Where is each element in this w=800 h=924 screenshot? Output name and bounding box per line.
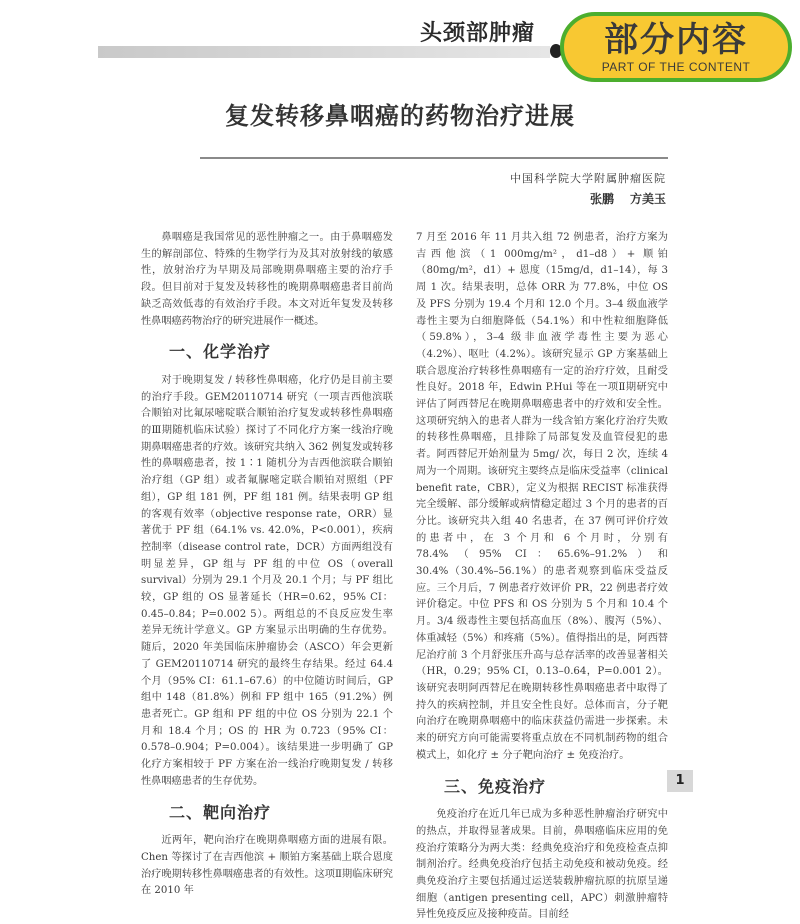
authors	[590, 190, 666, 207]
immunotherapy-paragraph: 免疫治疗在近几年已成为多种恶性肿瘤治疗研究中的热点，并取得显著成果。目前，鼻咽癌临床应用的免疫治疗策略分为两大类：经典免疫治疗和免疫检查点抑制剂治疗。经典免疫治疗包括主动免疫和被动免疫。经典免疫治疗主要包括通过运送装载肿瘤抗原的抗原呈递细胞（antigen presenting cell，APC）刺激肿瘤特异性免疫反应及接种疫苗。目前经	[416, 809, 668, 921]
chemotherapy-paragraph: 对于晚期复发 / 转移性鼻咽癌，化疗仍是目前主要的治疗手段。GEM20110714 研究（一项吉西他滨联合顺铂对比氟尿嘧啶联合顺铂治疗复发或转移性鼻咽癌的Ⅲ期随机临床试验）探讨了不同化疗方案一线治疗晚期鼻咽癌患者的疗效。该研究共纳入 362 例复发或转移性的鼻咽癌患者，按 1∶1 随机分为吉西他滨联合顺铂治疗组（GP 组）或者氟脲嘧定联合顺铂对照组（PF 组），GP 组 181 例，PF 组 181 例。结果表明 GP 组的客观有效率（objective response rate，ORR）显著优于 PF 组（64.1% vs. 42.0%，P<0.001），疾病控制率（disease control rate，DCR）方面两组没有明显差异，GP 组与 PF 组的中位 OS（overall survival）分别为 29.1 个月及 20.1 个月；与 PF 组比较，GP 组的 OS 显著延长（HR=0.62，95% CI：0.45–0.84；P=0.002 5）。两组总的不良反应发生率差异无统计学意义。GP 方案显示出明确的生存优势。随后，2020 年美国临床肿瘤协会（ASCO）年会更新了 GEM20110714 研究的最终生存结果。经过 64.4 个月（95% CI：61.1–67.6）的中位随访时间后，GP 组中 148（81.8%）例和 FP 组中 165（91.2%）例患者死亡。GP 组和 PF 组的中位 OS 分别为 22.1 个月和 18.4 个月；OS 的 HR 为 0.723（95% CI：0.578–0.904；P=0.004）。该结果进一步明确了 GP 化疗方案相较于 PF 方案在治一线治疗晚期复发 / 转移性鼻咽癌患者的生存优势。	[141, 374, 393, 787]
section-tag: 头颈部肿瘤	[420, 21, 536, 46]
badge-title-cn: 部分内容	[604, 20, 748, 60]
right-column	[416, 230, 668, 924]
targeted-paragraph-continued: 7 月至 2016 年 11 月共入组 72 例患者，治疗方案为吉西他滨（1 000mg/m²，d1–d8）+ 顺铂（80mg/m²，d1）+ 恩度（15mg/d，d1–14），每 3 周 1 次。结果表明，总体 ORR 为 77.8%，中位 OS 及 PFS 分别为 19.4 个月和 12.0 个月。3–4 级血液学毒性主要为白细胞降低（54.1%）和中性粒细胞降低（59.8%），3–4 级非血液学毒性主要为恶心（4.2%）、呕吐（4.2%）。该研究显示 GP 方案基础上联合恩度治疗转移性鼻咽癌有一定的治疗疗效，且耐受性良好。2018 年，Edwin P.Hui 等在一项Ⅱ期研究中评估了阿西替尼在晚期鼻咽癌患者中的疗效和安全性。这项研究纳入的患者人群为一线含铂方案化疗治疗失败的转移性鼻咽癌，且排除了局部复发及血管侵犯的患者。阿西替尼开始剂量为 5mg/ 次，每日 2 次，连续 4 周为一个周期。该研究主要终点是临床受益率（clinical benefit rate，CBR），定义为根据 RECIST 标准获得完全缓解、部分缓解或病情稳定超过 3 个月的患者的百分比。该研究共入组 40 名患者，在 37 例可评价疗效的患者中，在 3 个月和 6 个月时，分别有 78.4%（95% CI：65.6%–91.2%）和 30.4%（30.4%–56.1%）的患者观察到临床受益反应。三个月后，7 例患者疗效评价 PR，22 例患者疗效评价稳定。中位 PFS 和 OS 分别为 5 个月和 10.4 个月。3/4 级毒性主要包括高血压（8%）、腹泻（5%）、体重减轻（5%）和疼痛（5%）。值得指出的是，阿西替尼治疗前 3 个月舒张压升高与总存活率的改善显著相关（HR，0.29；95% CI，0.13–0.64，P=0.001 2）。该研究表明阿西替尼在晚期转移性鼻咽癌患者中取得了持久的疾病控制，并且安全性良好。总体而言，分子靶向治疗在晚期鼻咽癌中的临床获益仍需进一步探索。未来的研究方向可能需要将重点放在不同机制药物的组合模式上，如化疗 ± 分子靶向治疗 ± 免疫治疗。	[416, 232, 668, 761]
page-number: 1	[667, 770, 693, 792]
section-heading-chemotherapy: 一、化学治疗	[169, 342, 272, 362]
title-divider	[200, 157, 668, 159]
header-gray-bar	[98, 46, 550, 58]
author-1: 张鹏	[589, 192, 614, 206]
article-title: 复发转移鼻咽癌的药物治疗进展	[225, 101, 575, 130]
targeted-paragraph: 近两年，靶向治疗在晚期鼻咽癌方面的进展有限。Chen 等探讨了在吉西他滨 + 顺铂方案基础上联合恩度治疗晚期转移性鼻咽癌患者的有效性。这项Ⅱ期临床研究在 2010 年	[141, 835, 393, 897]
intro-paragraph: 鼻咽癌是我国常见的恶性肿瘤之一。由于鼻咽癌发生的解剖部位、特殊的生物学行为及其对放射线的敏感性，放射治疗为早期及局部晚期鼻咽癌主要的治疗手段。但目前对于复发及转移性的晚期鼻咽癌患者目前尚缺乏高效低毒的有效治疗手段。本文对近年复发及转移性鼻咽癌药物治疗的研究进展作一概述。	[141, 232, 393, 327]
part-of-content-badge	[560, 12, 792, 82]
section-heading-targeted: 二、靶向治疗	[169, 802, 272, 822]
author-2: 方美玉	[629, 192, 666, 206]
badge-title-en: PART OF THE CONTENT	[601, 60, 751, 74]
affiliation: 中国科学院大学附属肿瘤医院	[510, 172, 666, 185]
section-heading-immunotherapy: 三、免疫治疗	[444, 776, 547, 796]
